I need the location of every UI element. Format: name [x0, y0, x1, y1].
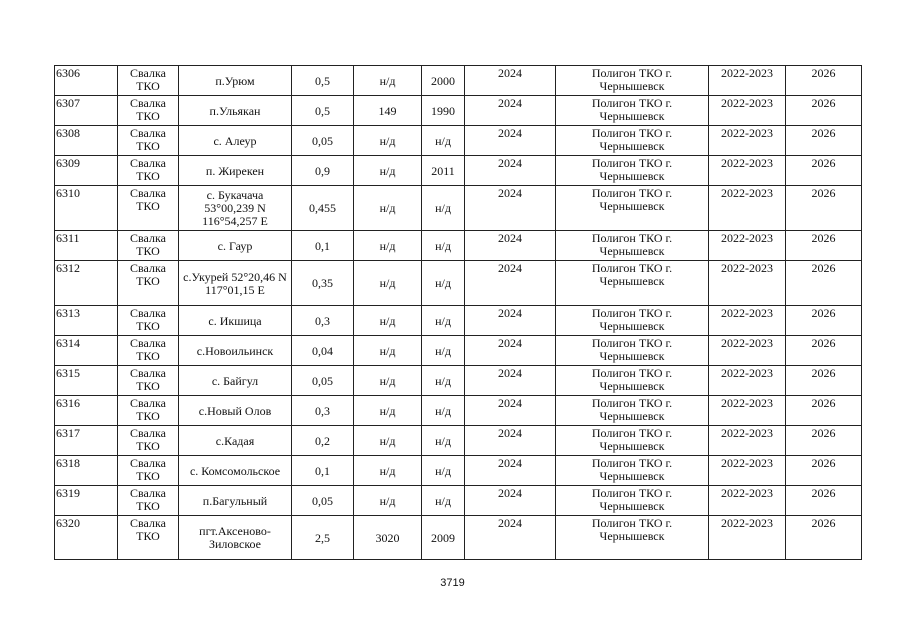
cell-volume: н/д — [354, 126, 422, 156]
cell-volume: н/д — [354, 486, 422, 516]
table-row — [55, 486, 862, 516]
cell-closure: 2024 — [465, 261, 556, 306]
table-row — [55, 306, 862, 336]
cell-closure: 2024 — [465, 156, 556, 186]
cell-place: с.Кадая — [179, 426, 292, 456]
table-row — [55, 156, 862, 186]
cell-id: 6309 — [55, 156, 118, 186]
cell-type: Свалка ТКО — [118, 336, 179, 366]
cell-target: Полигон ТКО г. Чернышевск — [556, 366, 709, 396]
cell-closure: 2024 — [465, 126, 556, 156]
cell-target: Полигон ТКО г. Чернышевск — [556, 396, 709, 426]
cell-closure: 2024 — [465, 66, 556, 96]
cell-place: с. Гаур — [179, 231, 292, 261]
cell-area: 0,3 — [292, 306, 354, 336]
cell-period: 2022-2023 — [709, 261, 786, 306]
cell-type: Свалка ТКО — [118, 186, 179, 231]
cell-period: 2022-2023 — [709, 126, 786, 156]
cell-end: 2026 — [786, 336, 862, 366]
cell-area: 0,9 — [292, 156, 354, 186]
cell-period: 2022-2023 — [709, 366, 786, 396]
cell-target: Полигон ТКО г. Чернышевск — [556, 156, 709, 186]
cell-type: Свалка ТКО — [118, 156, 179, 186]
cell-volume: н/д — [354, 456, 422, 486]
cell-area: 0,05 — [292, 366, 354, 396]
cell-type: Свалка ТКО — [118, 231, 179, 261]
table-row — [55, 396, 862, 426]
cell-type: Свалка ТКО — [118, 126, 179, 156]
cell-year: н/д — [422, 336, 465, 366]
cell-volume: н/д — [354, 366, 422, 396]
cell-place: с. Букачача 53°00,239 N 116°54,257 E — [179, 186, 292, 231]
cell-end: 2026 — [786, 486, 862, 516]
cell-target: Полигон ТКО г. Чернышевск — [556, 126, 709, 156]
cell-area: 0,1 — [292, 231, 354, 261]
cell-place: с.Укурей 52°20,46 N 117°01,15 E — [179, 261, 292, 306]
cell-id: 6315 — [55, 366, 118, 396]
cell-period: 2022-2023 — [709, 96, 786, 126]
cell-id: 6314 — [55, 336, 118, 366]
cell-volume: н/д — [354, 396, 422, 426]
cell-target: Полигон ТКО г. Чернышевск — [556, 186, 709, 231]
cell-area: 0,05 — [292, 126, 354, 156]
cell-end: 2026 — [786, 66, 862, 96]
cell-closure: 2024 — [465, 366, 556, 396]
cell-end: 2026 — [786, 366, 862, 396]
cell-id: 6319 — [55, 486, 118, 516]
cell-id: 6306 — [55, 66, 118, 96]
cell-id: 6320 — [55, 516, 118, 560]
cell-type: Свалка ТКО — [118, 396, 179, 426]
cell-volume: н/д — [354, 186, 422, 231]
cell-year: н/д — [422, 261, 465, 306]
cell-place: с. Комсомольское — [179, 456, 292, 486]
cell-period: 2022-2023 — [709, 516, 786, 560]
cell-place: с.Новый Олов — [179, 396, 292, 426]
cell-area: 0,04 — [292, 336, 354, 366]
cell-id: 6317 — [55, 426, 118, 456]
cell-place: п.Урюм — [179, 66, 292, 96]
cell-target: Полигон ТКО г. Чернышевск — [556, 516, 709, 560]
cell-end: 2026 — [786, 231, 862, 261]
table-row — [55, 231, 862, 261]
cell-volume: н/д — [354, 336, 422, 366]
cell-year: н/д — [422, 366, 465, 396]
cell-volume: н/д — [354, 261, 422, 306]
cell-volume: н/д — [354, 306, 422, 336]
page-number: 3719 — [440, 577, 465, 589]
cell-period: 2022-2023 — [709, 456, 786, 486]
cell-closure: 2024 — [465, 486, 556, 516]
cell-id: 6311 — [55, 231, 118, 261]
cell-type: Свалка ТКО — [118, 486, 179, 516]
cell-year: н/д — [422, 486, 465, 516]
cell-target: Полигон ТКО г. Чернышевск — [556, 231, 709, 261]
cell-type: Свалка ТКО — [118, 306, 179, 336]
cell-id: 6308 — [55, 126, 118, 156]
cell-type: Свалка ТКО — [118, 366, 179, 396]
cell-period: 2022-2023 — [709, 426, 786, 456]
cell-year: н/д — [422, 231, 465, 261]
cell-type: Свалка ТКО — [118, 426, 179, 456]
table-row — [55, 261, 862, 306]
cell-type: Свалка ТКО — [118, 516, 179, 560]
cell-target: Полигон ТКО г. Чернышевск — [556, 261, 709, 306]
cell-year: н/д — [422, 126, 465, 156]
cell-period: 2022-2023 — [709, 306, 786, 336]
cell-area: 2,5 — [292, 516, 354, 560]
cell-year: н/д — [422, 396, 465, 426]
cell-place: п.Ульякан — [179, 96, 292, 126]
cell-period: 2022-2023 — [709, 336, 786, 366]
cell-volume: 149 — [354, 96, 422, 126]
cell-area: 0,455 — [292, 186, 354, 231]
cell-place: п.Багульный — [179, 486, 292, 516]
table-row — [55, 456, 862, 486]
table-row — [55, 96, 862, 126]
cell-target: Полигон ТКО г. Чернышевск — [556, 486, 709, 516]
table-row — [55, 426, 862, 456]
cell-type: Свалка ТКО — [118, 66, 179, 96]
cell-target: Полигон ТКО г. Чернышевск — [556, 426, 709, 456]
cell-id: 6318 — [55, 456, 118, 486]
cell-period: 2022-2023 — [709, 486, 786, 516]
cell-volume: н/д — [354, 156, 422, 186]
cell-period: 2022-2023 — [709, 186, 786, 231]
cell-period: 2022-2023 — [709, 156, 786, 186]
cell-closure: 2024 — [465, 516, 556, 560]
cell-closure: 2024 — [465, 231, 556, 261]
cell-area: 0,1 — [292, 456, 354, 486]
cell-place: с. Икшица — [179, 306, 292, 336]
cell-year: 1990 — [422, 96, 465, 126]
cell-end: 2026 — [786, 156, 862, 186]
table-body — [55, 66, 862, 560]
cell-id: 6307 — [55, 96, 118, 126]
table-row — [55, 186, 862, 231]
cell-volume: н/д — [354, 231, 422, 261]
cell-area: 0,2 — [292, 426, 354, 456]
table-row — [55, 516, 862, 560]
cell-place: с.Новоильинск — [179, 336, 292, 366]
cell-closure: 2024 — [465, 396, 556, 426]
cell-end: 2026 — [786, 516, 862, 560]
cell-end: 2026 — [786, 456, 862, 486]
landfill-table — [54, 65, 862, 560]
cell-target: Полигон ТКО г. Чернышевск — [556, 336, 709, 366]
table-row — [55, 66, 862, 96]
cell-end: 2026 — [786, 261, 862, 306]
cell-type: Свалка ТКО — [118, 96, 179, 126]
cell-target: Полигон ТКО г. Чернышевск — [556, 96, 709, 126]
cell-type: Свалка ТКО — [118, 261, 179, 306]
cell-target: Полигон ТКО г. Чернышевск — [556, 456, 709, 486]
cell-closure: 2024 — [465, 336, 556, 366]
table-row — [55, 366, 862, 396]
cell-closure: 2024 — [465, 306, 556, 336]
cell-year: 2000 — [422, 66, 465, 96]
cell-target: Полигон ТКО г. Чернышевск — [556, 66, 709, 96]
cell-end: 2026 — [786, 306, 862, 336]
cell-area: 0,05 — [292, 486, 354, 516]
cell-end: 2026 — [786, 126, 862, 156]
cell-area: 0,35 — [292, 261, 354, 306]
cell-volume: 3020 — [354, 516, 422, 560]
cell-id: 6313 — [55, 306, 118, 336]
cell-year: 2009 — [422, 516, 465, 560]
cell-period: 2022-2023 — [709, 396, 786, 426]
cell-closure: 2024 — [465, 426, 556, 456]
cell-year: 2011 — [422, 156, 465, 186]
cell-end: 2026 — [786, 96, 862, 126]
cell-year: н/д — [422, 306, 465, 336]
cell-place: с. Байгул — [179, 366, 292, 396]
cell-end: 2026 — [786, 426, 862, 456]
cell-end: 2026 — [786, 186, 862, 231]
cell-volume: н/д — [354, 426, 422, 456]
cell-end: 2026 — [786, 396, 862, 426]
cell-area: 0,5 — [292, 96, 354, 126]
cell-place: пгт.Аксеново-Зиловское — [179, 516, 292, 560]
cell-place: с. Алеур — [179, 126, 292, 156]
cell-period: 2022-2023 — [709, 231, 786, 261]
cell-closure: 2024 — [465, 96, 556, 126]
cell-type: Свалка ТКО — [118, 456, 179, 486]
cell-year: н/д — [422, 186, 465, 231]
cell-id: 6316 — [55, 396, 118, 426]
cell-period: 2022-2023 — [709, 66, 786, 96]
cell-year: н/д — [422, 426, 465, 456]
cell-year: н/д — [422, 456, 465, 486]
table-row — [55, 126, 862, 156]
cell-volume: н/д — [354, 66, 422, 96]
cell-closure: 2024 — [465, 186, 556, 231]
cell-target: Полигон ТКО г. Чернышевск — [556, 306, 709, 336]
table-row — [55, 336, 862, 366]
cell-id: 6310 — [55, 186, 118, 231]
cell-place: п. Жирекен — [179, 156, 292, 186]
cell-area: 0,3 — [292, 396, 354, 426]
cell-id: 6312 — [55, 261, 118, 306]
cell-area: 0,5 — [292, 66, 354, 96]
cell-closure: 2024 — [465, 456, 556, 486]
